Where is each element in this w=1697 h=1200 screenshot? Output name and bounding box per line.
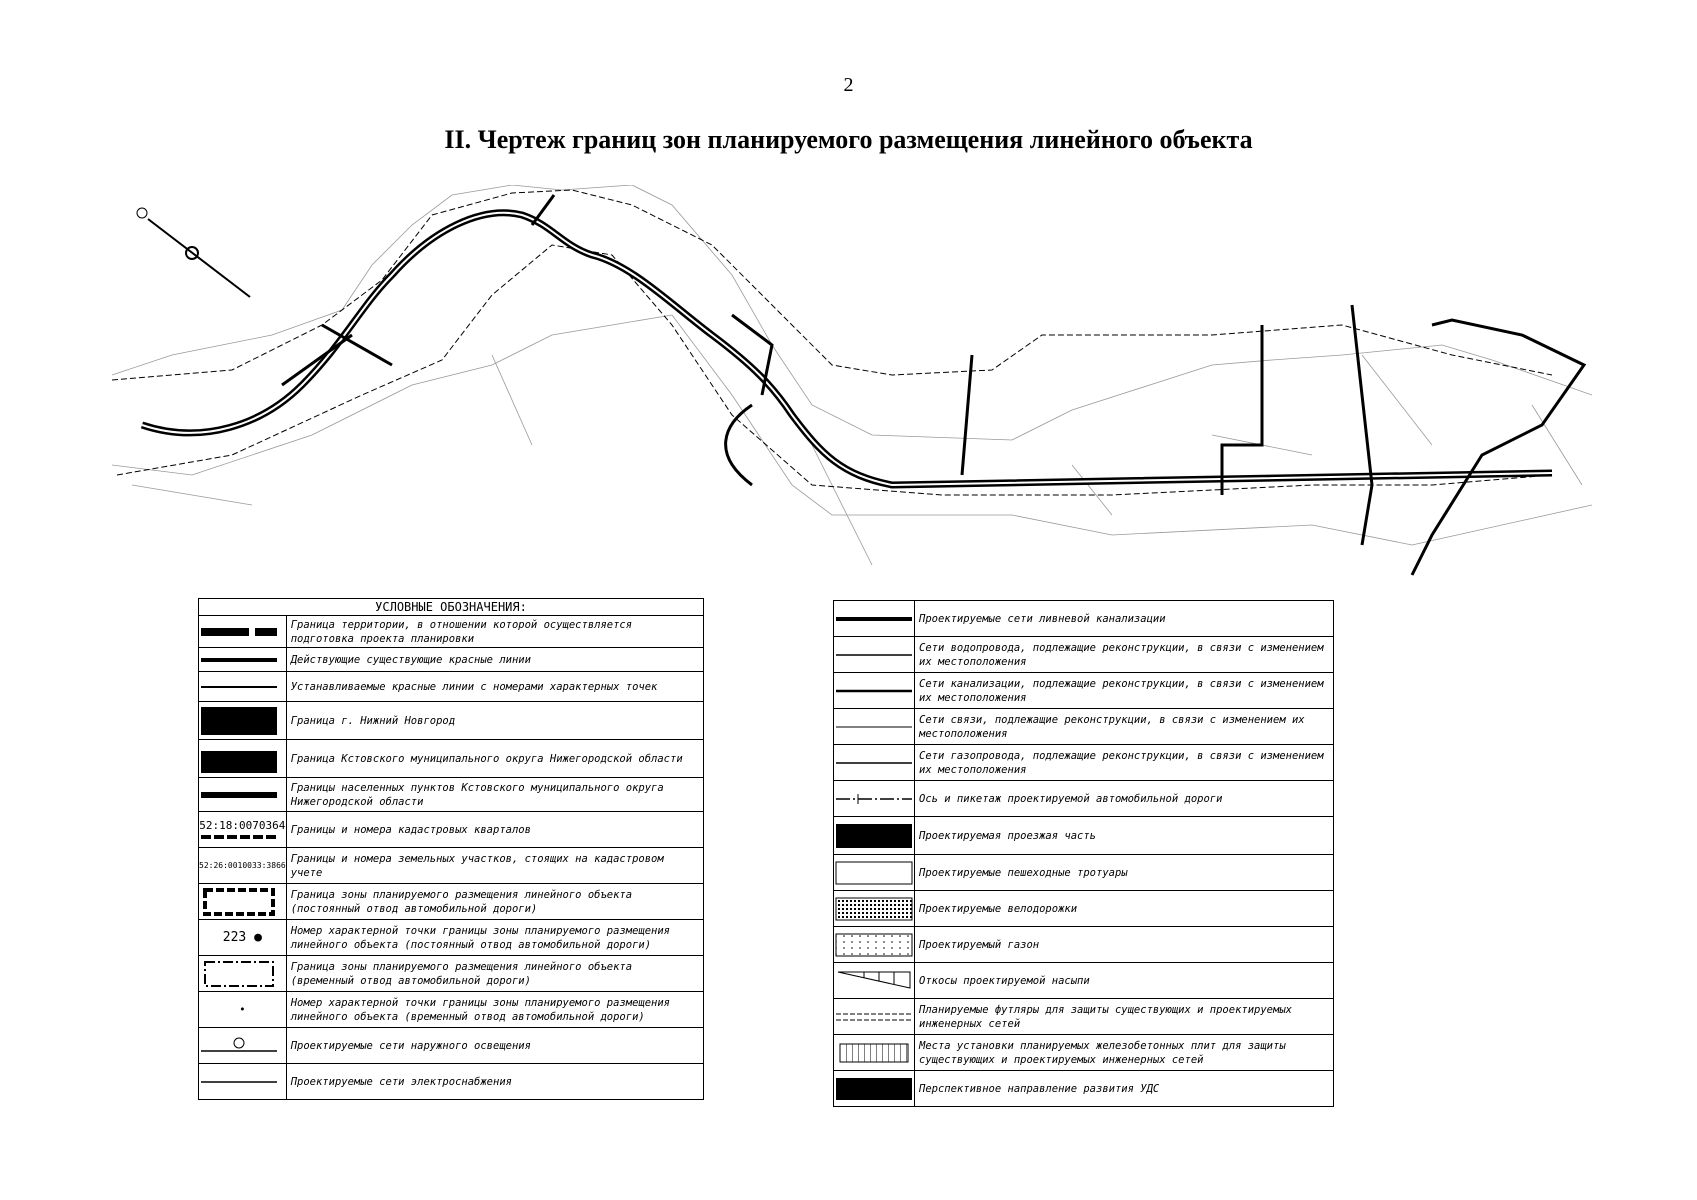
planned-road — [142, 195, 1552, 545]
concrete-slab-symbol — [834, 1035, 915, 1071]
storm-sewer-symbol — [834, 601, 915, 637]
permanent-zone-symbol — [199, 884, 287, 920]
page-title: II. Чертеж границ зон планируемого размещения линейного объекта — [444, 125, 1253, 154]
settlement-boundary-symbol — [199, 778, 287, 812]
casing-symbol — [834, 999, 915, 1035]
north-arrow-icon — [137, 208, 250, 297]
legend-item: Действующие существующие красные линии — [286, 648, 703, 672]
legend-item: Ось и пикетаж проектируемой автомобильной дороги — [915, 781, 1334, 817]
legend-item: Перспективное направление развития УДС — [915, 1071, 1334, 1107]
route-map — [112, 185, 1592, 585]
gas-network-symbol — [834, 745, 915, 781]
legend-item: Номер характерной точки границы зоны планируемого размещения линейного объекта (временный отвод автомобильной дороги) — [286, 992, 703, 1028]
power-network-symbol — [199, 1064, 287, 1100]
zone-boundary — [112, 190, 1552, 495]
parcel-number-label: 52:26:0010033:3866 — [199, 860, 286, 870]
sewer-network-symbol — [834, 673, 915, 709]
legend-item: Проектируемые сети наружного освещения — [286, 1028, 703, 1064]
telecom-network-symbol — [834, 709, 915, 745]
embankment-slope-symbol — [834, 963, 915, 999]
legend-item: Границы населенных пунктов Кстовского муниципального округа Нижегородской области — [286, 778, 703, 812]
legend-header: УСЛОВНЫЕ ОБОЗНАЧЕНИЯ: — [199, 599, 704, 616]
legend-item: Границы и номера кадастровых кварталов — [286, 812, 703, 848]
legend-item: Сети канализации, подлежащие реконструкции, в связи с изменением их местоположения — [915, 673, 1334, 709]
permanent-point-symbol: 223 ● — [199, 920, 287, 956]
lawn-symbol — [834, 927, 915, 963]
red-line-new-symbol — [199, 672, 287, 702]
legend-item: Границы и номера земельных участков, стоящих на кадастровом учете — [286, 848, 703, 884]
legend-item: Сети водопровода, подлежащие реконструкции, в связи с изменением их местоположения — [915, 637, 1334, 673]
legend-item: Граница зоны планируемого размещения линейного объекта (постоянный отвод автомобильной дороги) — [286, 884, 703, 920]
road-axis-symbol — [834, 781, 915, 817]
district-boundary-symbol — [199, 740, 287, 778]
legend-item: Граница зоны планируемого размещения линейного объекта (временный отвод автомобильной дороги) — [286, 956, 703, 992]
legend-item: Проектируемые велодорожки — [915, 891, 1334, 927]
legend-item: Проектируемые сети ливневой канализации — [915, 601, 1334, 637]
prospective-road-symbol — [834, 1071, 915, 1107]
map-background — [112, 185, 1592, 565]
temporary-zone-symbol — [199, 956, 287, 992]
legend-item: Сети связи, подлежащие реконструкции, в связи с изменением их местоположения — [915, 709, 1334, 745]
cadastral-quarter-symbol — [199, 812, 287, 848]
legend-item: Граница г. Нижний Новгород — [286, 702, 703, 740]
legend-item: Номер характерной точки границы зоны планируемого размещения линейного объекта (постоянный отвод автомобильной дороги) — [286, 920, 703, 956]
lighting-network-symbol — [199, 1028, 287, 1064]
legend-item: Проектируемый газон — [915, 927, 1334, 963]
legend-item: Проектируемые сети электроснабжения — [286, 1064, 703, 1100]
quarter-number-label: 52:18:0070364 — [199, 818, 286, 832]
legend-item: Устанавливаемые красные линии с номерами характерных точек — [286, 672, 703, 702]
legend-item: Граница территории, в отношении которой осуществляется подготовка проекта планировки — [286, 616, 703, 648]
page-number: 2 — [843, 74, 854, 96]
sidewalk-symbol — [834, 855, 915, 891]
legend-item: Сети газопровода, подлежащие реконструкции, в связи с изменением их местоположения — [915, 745, 1334, 781]
city-boundary-symbol — [199, 702, 287, 740]
red-line-existing-symbol — [199, 648, 287, 672]
legend-item: Планируемые футляры для защиты существующих и проектируемых инженерных сетей — [915, 999, 1334, 1035]
temporary-point-symbol: • — [199, 992, 287, 1028]
legend-item: Граница Кстовского муниципального округа Нижегородской области — [286, 740, 703, 778]
legend-left — [198, 598, 704, 1100]
legend-item: Проектируемая проезжая часть — [915, 817, 1334, 855]
legend-item: Проектируемые пешеходные тротуары — [915, 855, 1334, 891]
land-parcel-symbol — [199, 848, 287, 884]
territory-boundary-symbol — [199, 616, 287, 648]
carriageway-symbol — [834, 817, 915, 855]
legend-right — [833, 600, 1334, 1107]
bike-path-symbol — [834, 891, 915, 927]
point-number-label: 223 — [222, 930, 247, 945]
legend-item: Места установки планируемых железобетонных плит для защиты существующих и проектируемых инженерных сетей — [915, 1035, 1334, 1071]
legend-item: Откосы проектируемой насыпи — [915, 963, 1334, 999]
water-network-symbol — [834, 637, 915, 673]
